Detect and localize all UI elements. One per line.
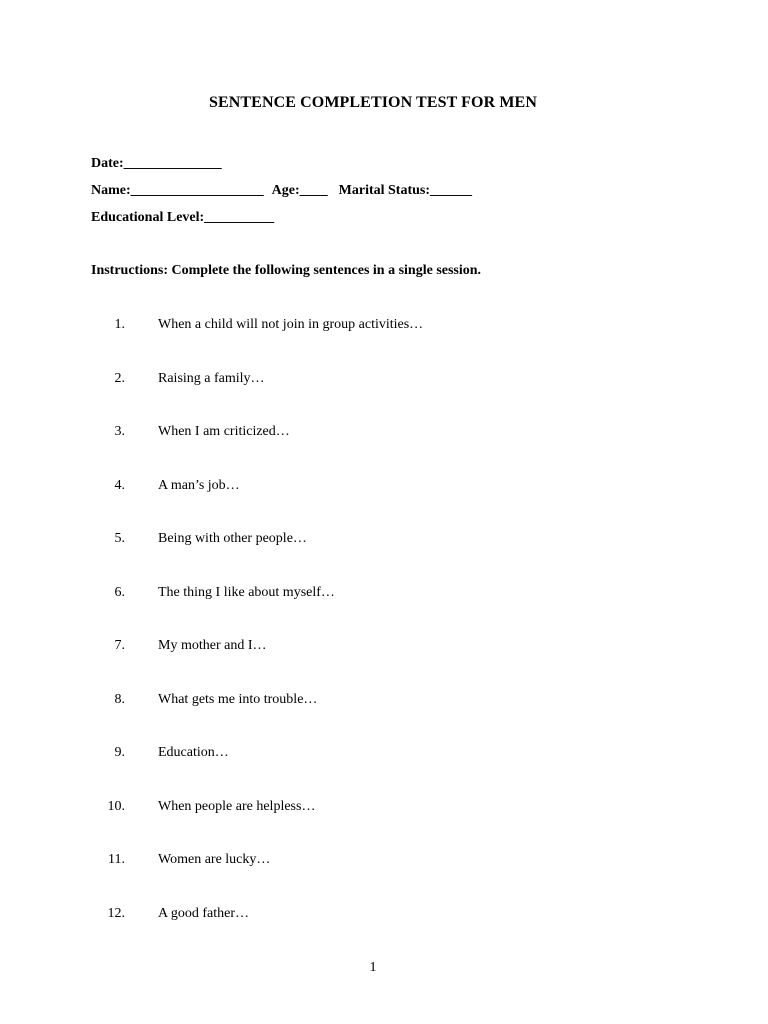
item-number: 6. xyxy=(114,585,125,600)
item-number: 9. xyxy=(114,745,125,760)
item-number: 12. xyxy=(107,906,125,921)
instructions: Instructions: Complete the following sentences in a single session. xyxy=(91,263,482,278)
item-number: 3. xyxy=(114,424,125,439)
list-item xyxy=(0,852,768,872)
item-prompt: When people are helpless… xyxy=(158,799,316,814)
date-label: Date: xyxy=(91,156,124,171)
item-prompt: Women are lucky… xyxy=(158,852,271,867)
item-number: 8. xyxy=(114,692,125,707)
item-prompt: Being with other people… xyxy=(158,531,307,546)
age-label: Age: xyxy=(271,183,300,198)
list-item xyxy=(0,692,768,712)
item-number: 2. xyxy=(114,371,125,386)
list-item xyxy=(0,478,768,498)
item-number: 7. xyxy=(114,638,125,653)
education-field xyxy=(91,210,274,226)
name-label: Name: xyxy=(91,183,131,198)
item-prompt: A good father… xyxy=(158,906,249,921)
name-blank: ___________________ xyxy=(130,183,264,198)
page-number: 1 xyxy=(369,960,377,975)
list-item xyxy=(0,371,768,391)
list-item xyxy=(0,638,768,658)
education-blank: __________ xyxy=(204,210,275,225)
list-item xyxy=(0,906,768,926)
item-prompt: Raising a family… xyxy=(158,371,265,386)
list-item xyxy=(0,424,768,444)
marital-status-blank: ______ xyxy=(430,183,473,198)
item-prompt: My mother and I… xyxy=(158,638,267,653)
date-field xyxy=(91,156,222,172)
item-prompt: Education… xyxy=(158,745,229,760)
item-number: 11. xyxy=(108,852,125,867)
list-item xyxy=(0,531,768,551)
item-prompt: A man’s job… xyxy=(158,478,240,493)
education-label: Educational Level: xyxy=(91,210,205,225)
list-item xyxy=(0,585,768,605)
list-item xyxy=(0,317,768,337)
page-title: SENTENCE COMPLETION TEST FOR MEN xyxy=(208,94,537,111)
item-prompt: When a child will not join in group activities… xyxy=(158,317,424,332)
marital-status-label: Marital Status: xyxy=(338,183,431,198)
list-item xyxy=(0,745,768,765)
age-blank: ____ xyxy=(299,183,328,198)
item-number: 4. xyxy=(114,478,125,493)
item-number: 5. xyxy=(114,531,125,546)
list-item xyxy=(0,799,768,819)
item-number: 1. xyxy=(114,317,125,332)
item-prompt: The thing I like about myself… xyxy=(158,585,335,600)
item-prompt: When I am criticized… xyxy=(158,424,290,439)
item-prompt: What gets me into trouble… xyxy=(158,692,318,707)
item-number: 10. xyxy=(107,799,125,814)
name-age-marital-row xyxy=(91,183,472,199)
date-blank: ______________ xyxy=(123,156,222,171)
